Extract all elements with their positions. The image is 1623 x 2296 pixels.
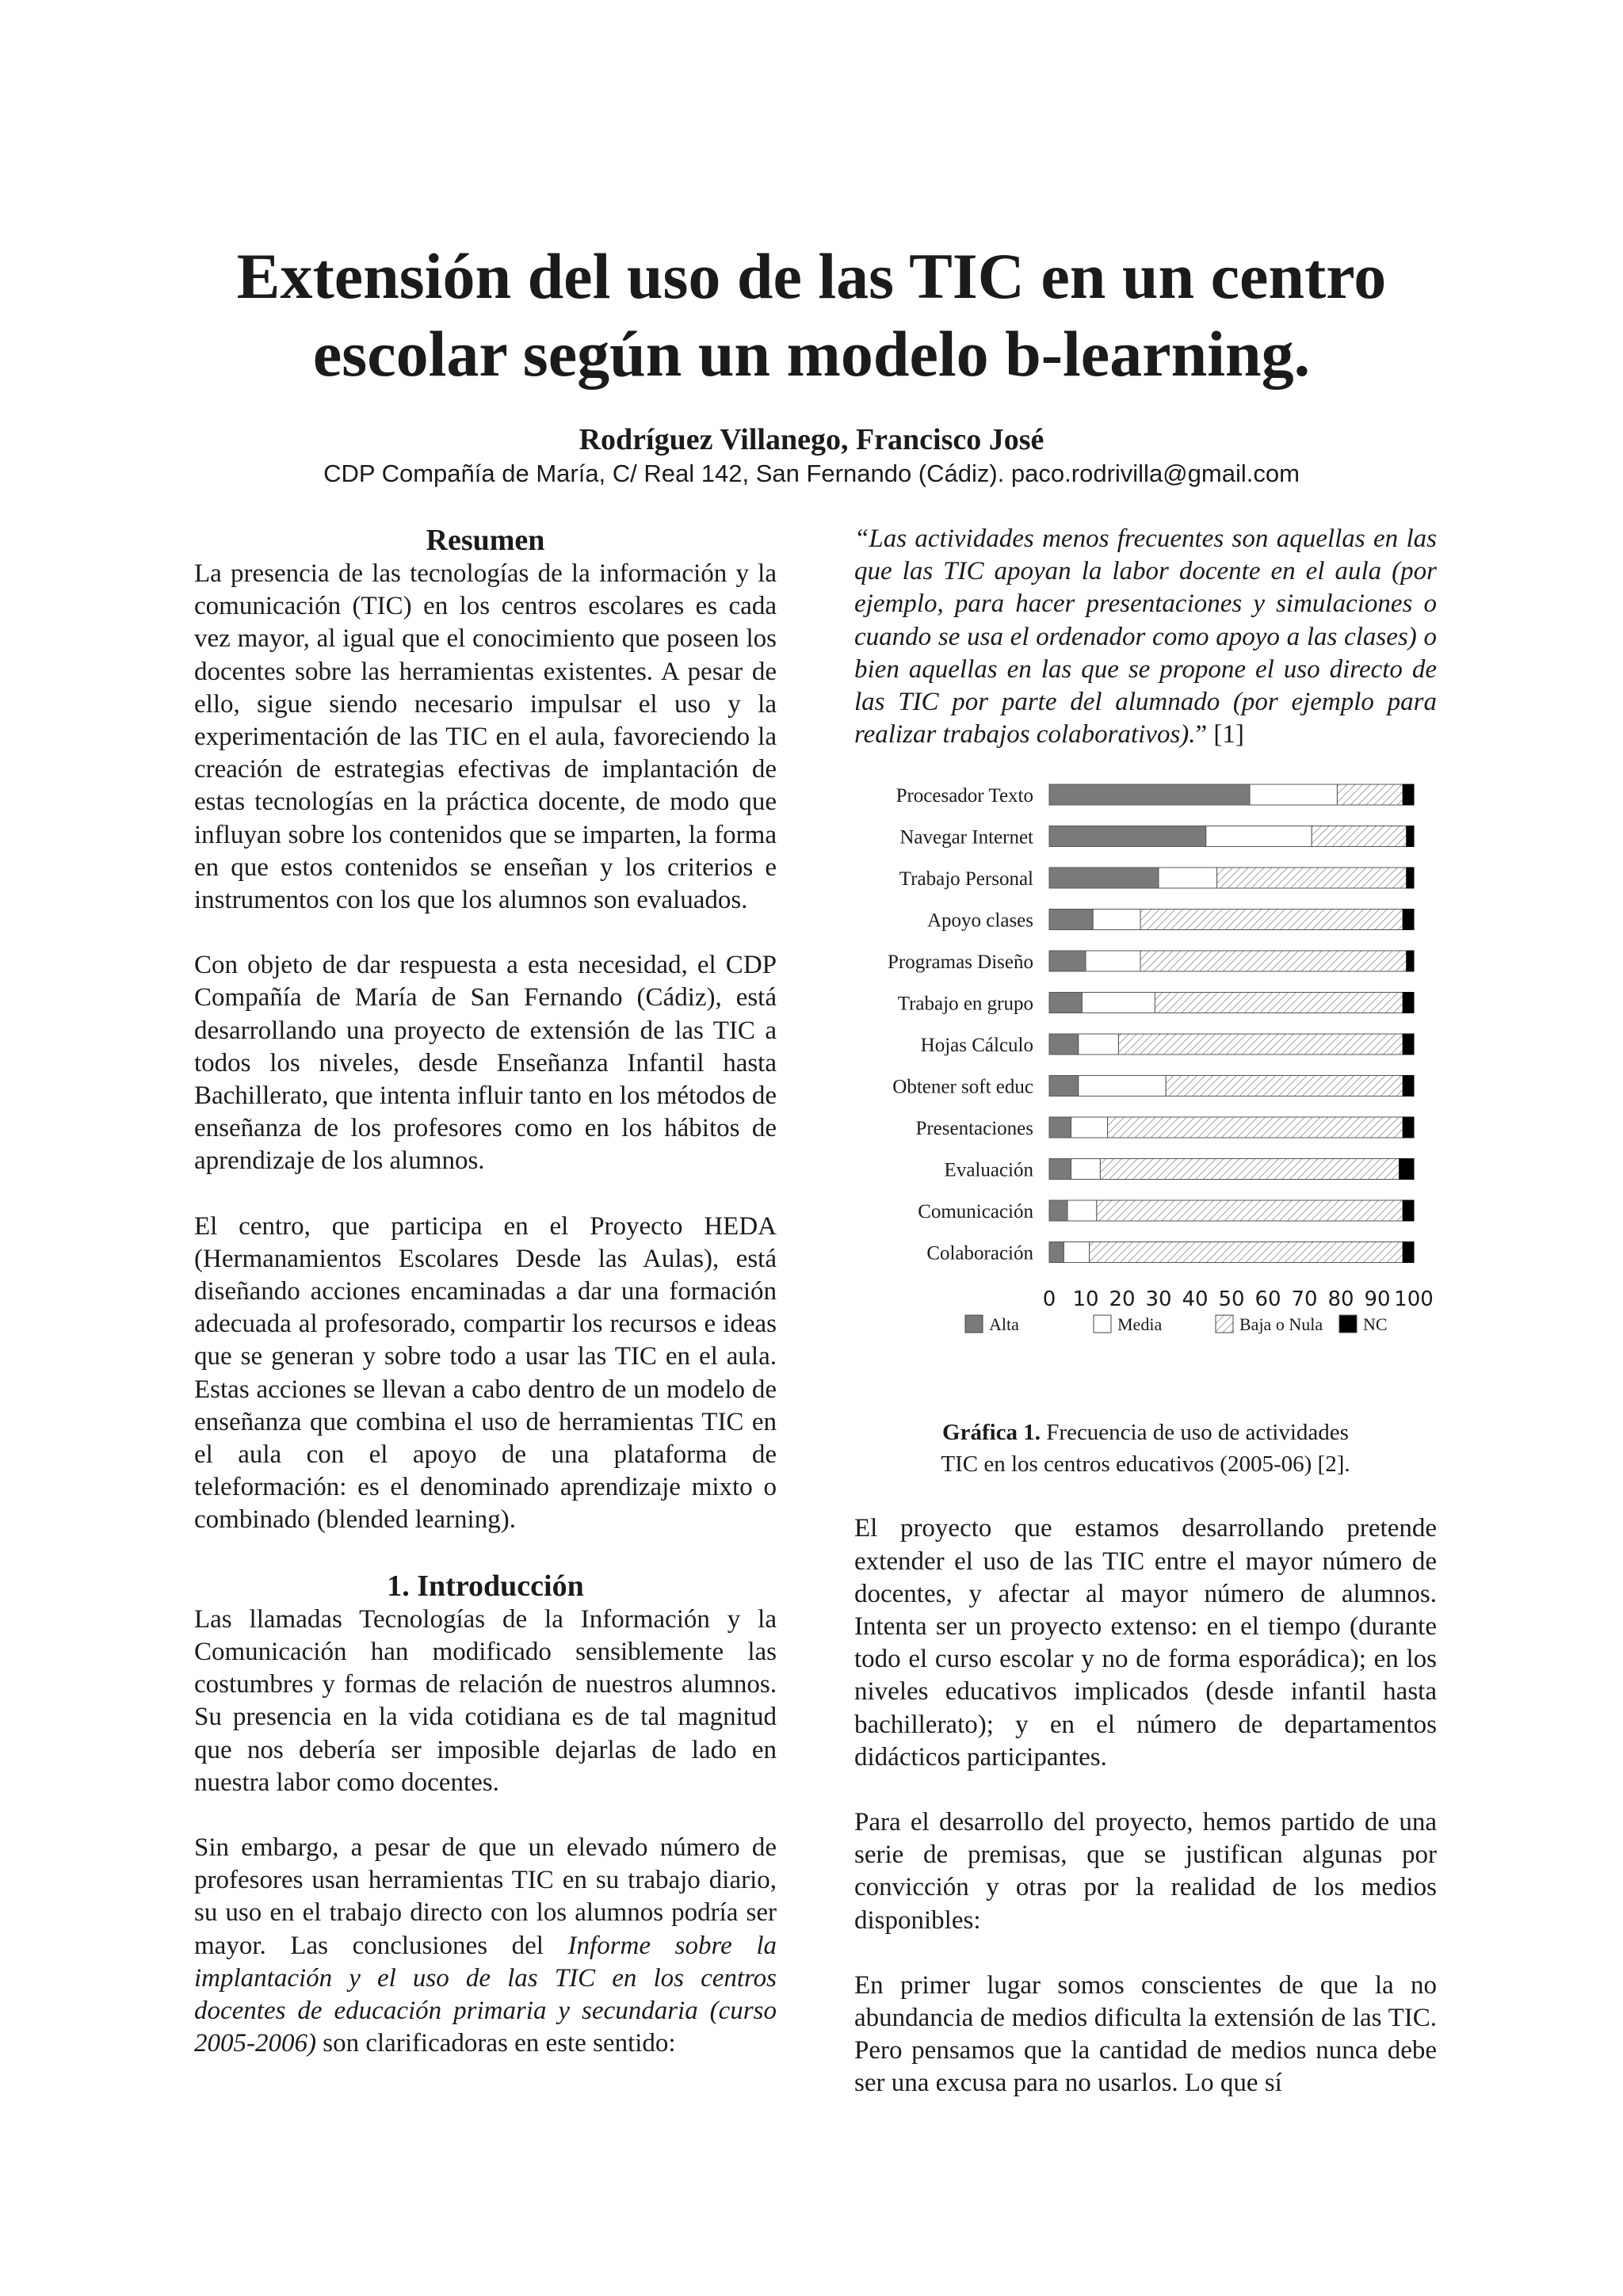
- bar-nc: [1400, 1159, 1414, 1180]
- category-label: Hojas Cálculo: [920, 1035, 1033, 1057]
- legend-swatch: [965, 1315, 983, 1333]
- category-label: Procesador Texto: [896, 785, 1033, 807]
- bar-alta: [1049, 826, 1206, 847]
- bar-baja-o-nula: [1097, 1200, 1403, 1221]
- bar-media: [1082, 993, 1155, 1013]
- informe-title: Informe sobre la implantación y el uso de las TIC en los centros docentes de educación primaria y secundaria (curso 2005-2006): [194, 1931, 777, 2058]
- legend-label: NC: [1363, 1314, 1388, 1335]
- bar-alta: [1049, 868, 1159, 888]
- legend-label: Media: [1117, 1314, 1163, 1335]
- category-label: Comunicación: [918, 1201, 1033, 1223]
- x-tick-label: 90: [1364, 1287, 1391, 1312]
- bar-alta: [1049, 951, 1086, 971]
- bar-nc: [1403, 1076, 1414, 1097]
- x-tick-label: 70: [1291, 1287, 1318, 1312]
- right-paragraph-1: El proyecto que estamos desarrollando pretende extender el uso de las TIC entre el mayor número de docentes, y afectar al mayor número de alumnos. Intenta ser un proyecto extenso: en el tiempo (durante todo el curso escolar y no de forma esporádica); en los niveles educativos implicados (desde infantil hasta bachillerato); y en el número de departamentos didácticos participantes.: [854, 1514, 1437, 1772]
- legend-swatch: [1094, 1315, 1111, 1333]
- bar-media: [1206, 826, 1312, 847]
- category-label: Trabajo Personal: [899, 868, 1033, 891]
- legend-label: Alta: [989, 1314, 1019, 1335]
- bar-baja-o-nula: [1090, 1242, 1403, 1263]
- x-tick-label: 40: [1182, 1287, 1209, 1312]
- bar-media: [1079, 1076, 1166, 1097]
- bar-media: [1071, 1117, 1108, 1138]
- x-tick-label: 30: [1145, 1287, 1172, 1312]
- author-name: Rodríguez Villanego, Francisco José: [579, 423, 1044, 456]
- resumen-heading: Resumen: [426, 524, 545, 557]
- bar-baja-o-nula: [1337, 784, 1403, 805]
- bar-nc: [1403, 910, 1414, 930]
- category-label: Navegar Internet: [899, 826, 1033, 849]
- bar-nc: [1407, 868, 1414, 888]
- category-label: Presentaciones: [915, 1118, 1033, 1140]
- right-paragraph-3: En primer lugar somos conscientes de que la no abundancia de medios dificulta la extensión de las TIC. Pero pensamos que la cantidad de medios nunca debe ser una excusa para no usarlos. Lo que sí: [854, 1970, 1437, 2098]
- bar-media: [1086, 951, 1140, 971]
- bar-media: [1064, 1242, 1089, 1263]
- right-column: [854, 523, 1437, 2100]
- bar-nc: [1403, 993, 1414, 1013]
- bar-alta: [1049, 784, 1250, 805]
- x-tick-label: 100: [1394, 1287, 1434, 1312]
- bar-alta: [1049, 1159, 1071, 1180]
- caption-label: Gráfica 1.: [942, 1420, 1041, 1446]
- quote-text: “Las actividades menos frecuentes son aquellas en las que las TIC apoyan la labor docente en el aula (por ejemplo, para hacer presentaciones y simulaciones o cuando se usa el ordenador como apoyo a las clases) o bien aquellas en las que se propone el uso directo de las TIC por parte del alumnado (por ejemplo para realizar trabajos colaborativos).: [854, 524, 1437, 749]
- bar-alta: [1049, 1117, 1071, 1138]
- bar-media: [1250, 784, 1337, 805]
- bar-baja-o-nula: [1100, 1159, 1399, 1180]
- bar-baja-o-nula: [1108, 1117, 1403, 1138]
- bar-alta: [1049, 1200, 1067, 1221]
- x-tick-label: 60: [1254, 1287, 1281, 1312]
- intro-p2-start: Sin embargo, a pesar de que un elevado número de profesores usan herramientas TIC en su trabajo diario, su uso en el trabajo directo con los alumnos podría ser mayor. Las conclusiones del: [194, 1833, 777, 1960]
- bar-media: [1067, 1200, 1097, 1221]
- x-tick-label: 0: [1042, 1287, 1056, 1312]
- bar-baja-o-nula: [1312, 826, 1407, 847]
- caption-text-1: Frecuencia de uso de actividades: [1041, 1420, 1349, 1446]
- intro-paragraph-2: [194, 1832, 777, 2060]
- bar-nc: [1403, 1242, 1414, 1263]
- bar-alta: [1049, 910, 1093, 930]
- bar-alta: [1049, 1076, 1079, 1097]
- right-paragraph-2: Para el desarrollo del proyecto, hemos partido de una serie de premisas, que se justifican algunas por convicción y otras por la realidad de los medios disponibles:: [854, 1808, 1437, 1935]
- category-label: Trabajo en grupo: [897, 993, 1033, 1015]
- usage-frequency-chart: [854, 767, 1437, 1417]
- intro-p2-end: son clarificadoras en este sentido:: [315, 2029, 676, 2058]
- bar-media: [1071, 1159, 1101, 1180]
- category-label: Programas Diseño: [888, 952, 1033, 974]
- bar-media: [1093, 910, 1140, 930]
- bar-nc: [1407, 826, 1414, 847]
- bar-nc: [1403, 1117, 1414, 1138]
- resumen-paragraph-3: El centro, que participa en el Proyecto HEDA (Hermanamientos Escolares Desde las Aulas), está diseñando acciones encaminadas a dar una formación adecuada al profesorado, compartir los recursos e ideas que se generan y sobre todo a usar las TIC en el aula. Estas acciones se llevan a cabo dentro de un modelo de enseñanza que combina el uso de herramientas TIC en el aula con el apoyo de una plataforma de teleformación: es el denominado aprendizaje mixto o combinado (blended learning).: [194, 1211, 777, 1535]
- title-line-1: Extensión del uso de las TIC en un centro: [236, 240, 1387, 312]
- bar-nc: [1403, 1200, 1414, 1221]
- category-label: Colaboración: [926, 1242, 1033, 1264]
- bar-nc: [1403, 784, 1414, 805]
- intro-paragraph-1: Las llamadas Tecnologías de la Información y la Comunicación han modificado sensiblemente las costumbres y formas de relación de nuestros alumnos. Su presencia en la vida cotidiana es de tal magnitud que nos debería ser imposible dejarlas de lado en nuestra labor como docentes.: [194, 1604, 777, 1797]
- bar-media: [1159, 868, 1217, 888]
- bar-alta: [1049, 1034, 1079, 1055]
- chart-caption: [854, 1417, 1437, 1480]
- category-label: Obtener soft educ: [892, 1076, 1033, 1098]
- resumen-paragraph-2: Con objeto de dar respuesta a esta necesidad, el CDP Compañía de María de San Fernando (Cádiz), está desarrollando una proyecto de extensión de las TIC a todos los niveles, desde Enseñanza Infantil hasta Bachillerato, que intenta influir tanto en los métodos de enseñanza de los profesores como en los hábitos de aprendizaje de los alumnos.: [194, 951, 777, 1176]
- author-affiliation: CDP Compañía de María, C/ Real 142, San Fernando (Cádiz). paco.rodrivilla@gmail.com: [323, 460, 1300, 487]
- bar-nc: [1407, 951, 1414, 971]
- legend-label: Baja o Nula: [1239, 1314, 1323, 1335]
- caption-text-2: TIC en los centros educativos (2005-06) [2].: [941, 1451, 1350, 1478]
- quote-block: [854, 523, 1437, 751]
- bar-nc: [1403, 1034, 1414, 1055]
- paper-title: [111, 238, 1512, 393]
- legend-swatch: [1216, 1315, 1233, 1333]
- x-tick-label: 80: [1327, 1287, 1354, 1312]
- chart-svg: [854, 767, 1437, 1417]
- quote-reference: ” [1]: [1195, 720, 1244, 749]
- category-label: Apoyo clases: [927, 910, 1033, 932]
- legend-swatch: [1339, 1315, 1357, 1333]
- bar-media: [1079, 1034, 1119, 1055]
- bar-baja-o-nula: [1140, 951, 1407, 971]
- bar-baja-o-nula: [1118, 1034, 1403, 1055]
- bar-baja-o-nula: [1155, 993, 1403, 1013]
- bar-baja-o-nula: [1140, 910, 1403, 930]
- category-label: Evaluación: [944, 1159, 1033, 1181]
- bar-baja-o-nula: [1217, 868, 1407, 888]
- x-tick-label: 10: [1072, 1287, 1099, 1312]
- bar-alta: [1049, 1242, 1064, 1263]
- title-line-2: escolar según un modelo b-learning.: [312, 318, 1311, 390]
- intro-heading: 1. Introducción: [387, 1569, 584, 1603]
- resumen-paragraph-1: La presencia de las tecnologías de la información y la comunicación (TIC) en los centros escolares es cada vez mayor, al igual que el conocimiento que poseen los docentes sobre las herramientas existentes. A pesar de ello, sigue siendo necesario impulsar el uso y la experimentación de las TIC en el aula, favoreciendo la creación de estrategias efectivas de implantación de estas tecnologías en la práctica docente, de modo que influyan sobre los contenidos que se imparten, la forma en que estos contenidos se enseñan y los criterios e instrumentos con los que los alumnos son evaluados.: [194, 559, 777, 915]
- x-tick-label: 20: [1109, 1287, 1136, 1312]
- left-column: [194, 523, 777, 2060]
- bar-alta: [1049, 993, 1082, 1013]
- bar-baja-o-nula: [1166, 1076, 1403, 1097]
- x-tick-label: 50: [1218, 1287, 1245, 1312]
